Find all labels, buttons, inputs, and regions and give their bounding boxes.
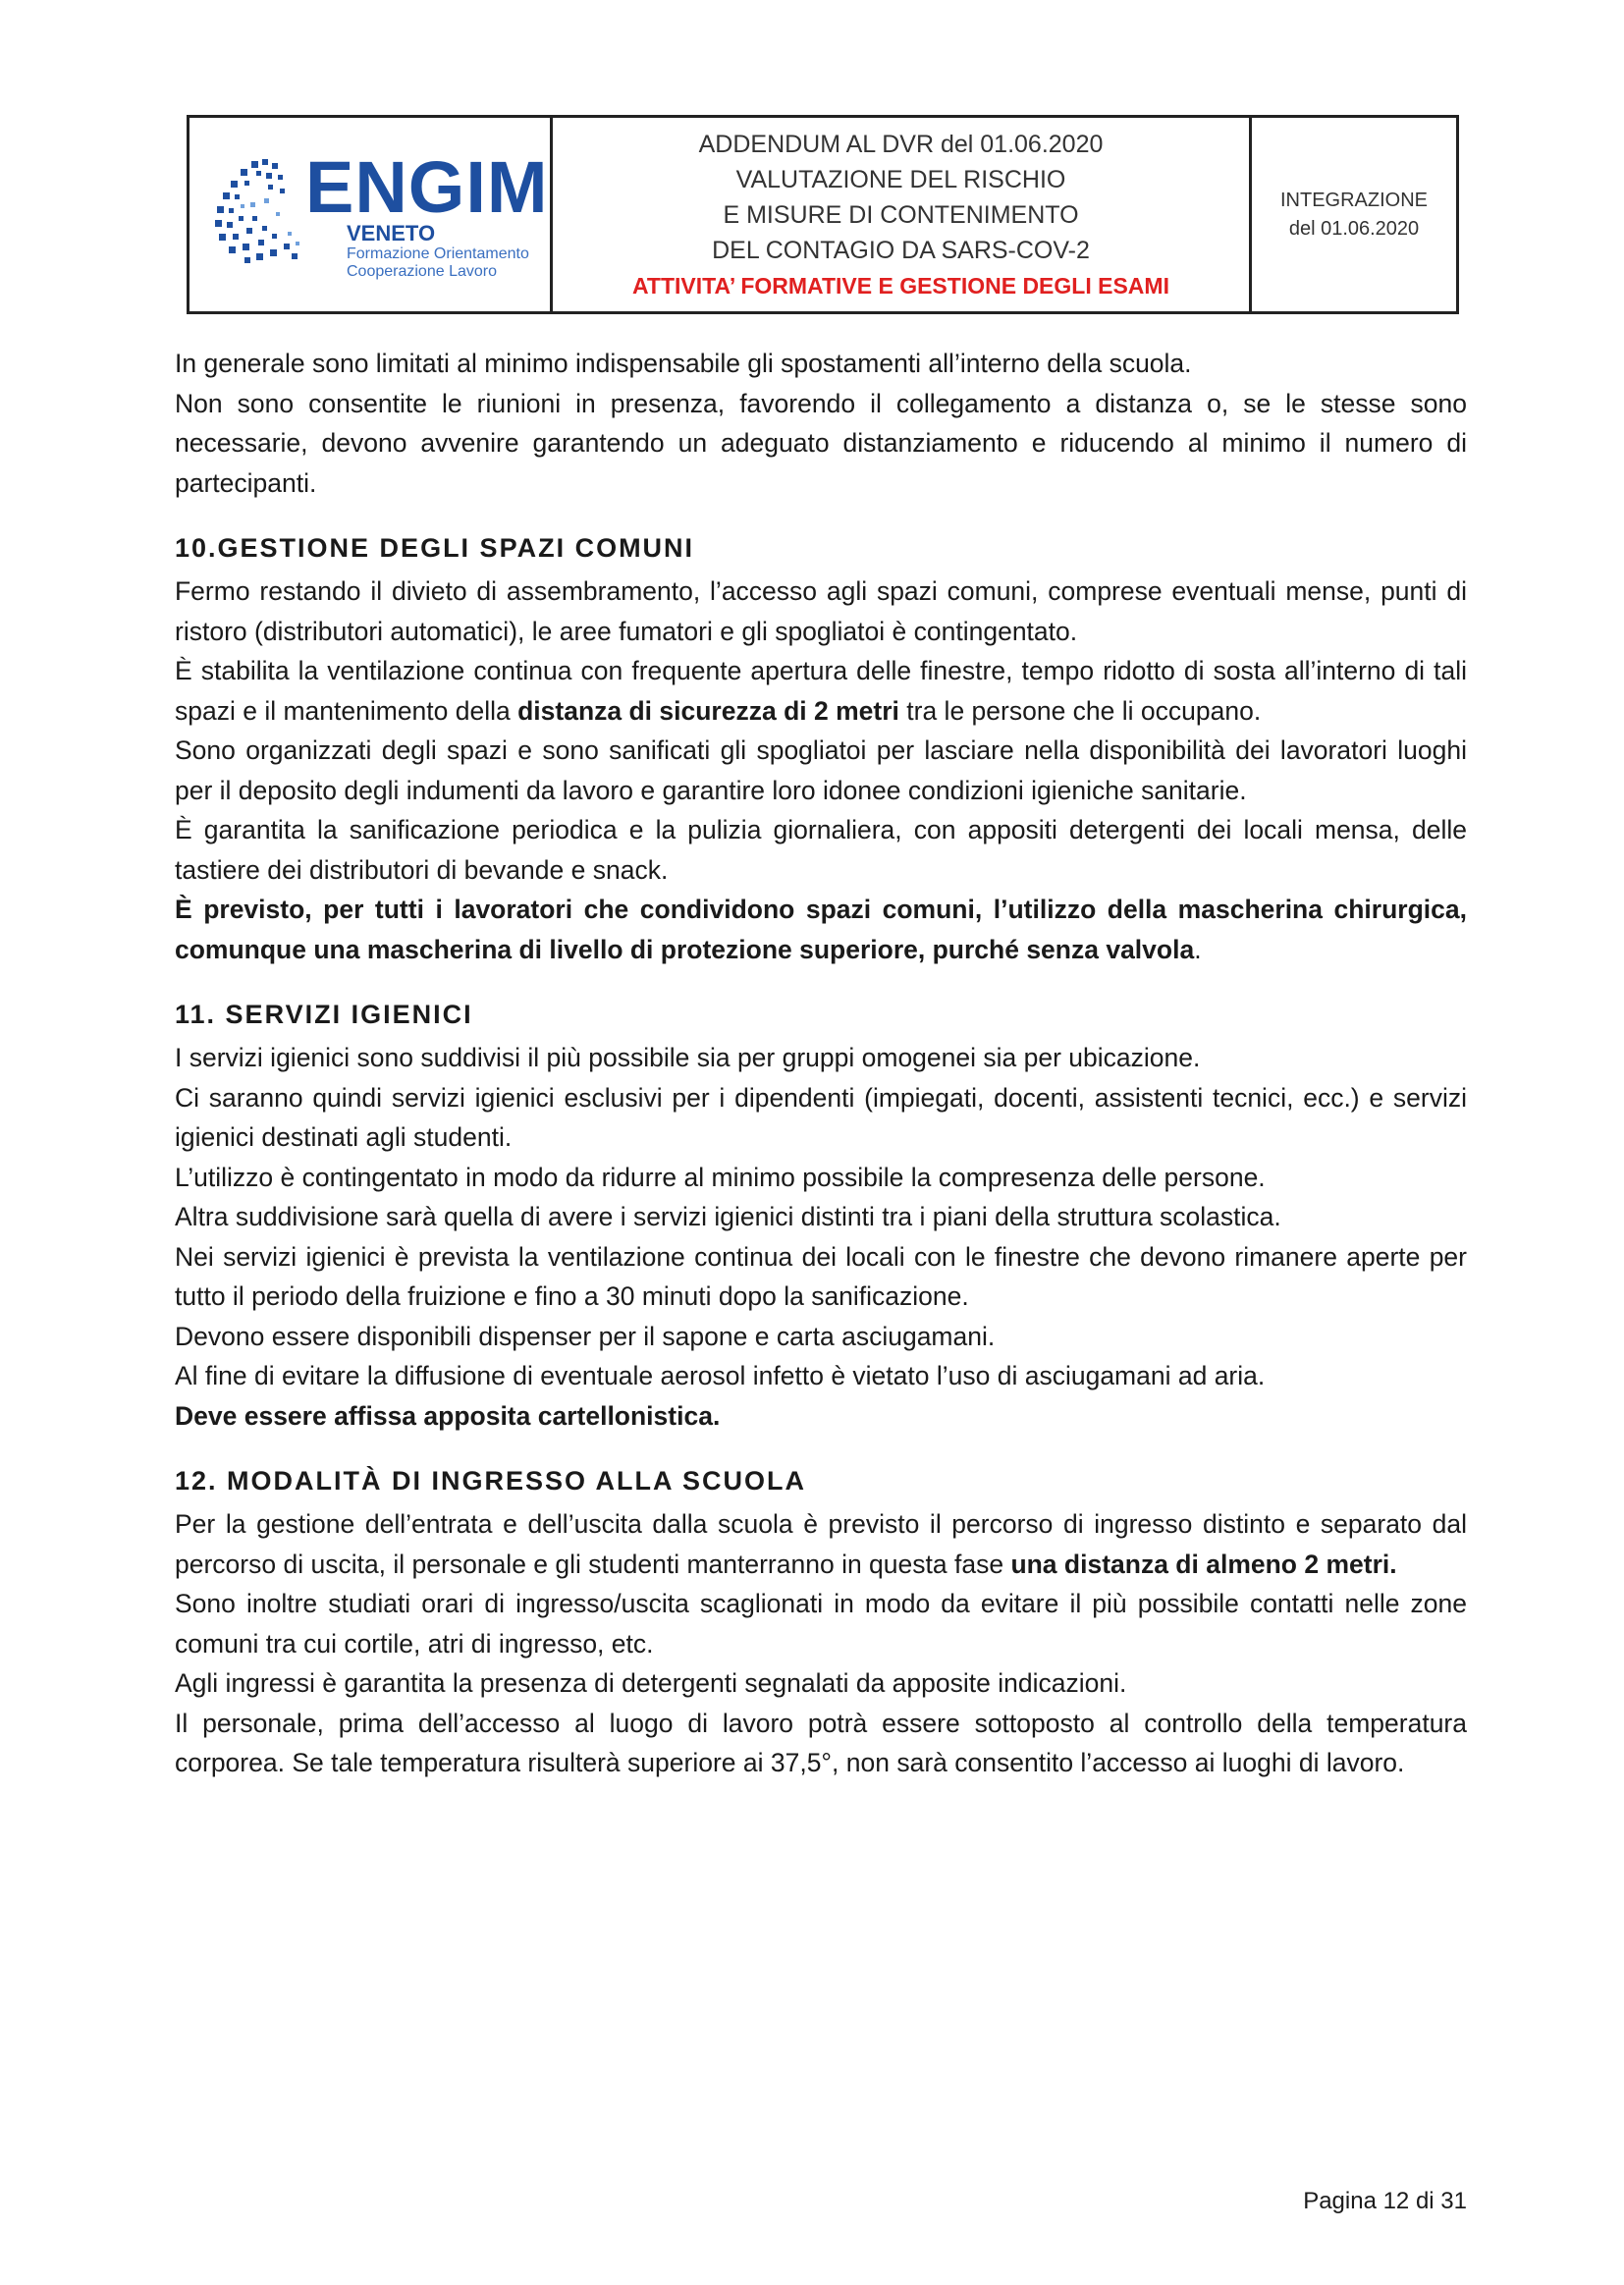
section-11-paragraph: Al fine di evitare la diffusione di eventuale aerosol infetto è vietato l’uso di asciugamani ad aria. xyxy=(175,1361,1266,1390)
integration-label: INTEGRAZIONE xyxy=(1279,189,1428,211)
text-run: tra le persone che li occupano. xyxy=(898,695,1262,726)
section-12-paragraph xyxy=(175,1504,1467,1584)
header-title-cell xyxy=(553,118,1252,311)
text-run: . xyxy=(1194,934,1202,964)
section-11-paragraph: Nei servizi igienici è prevista la ventilazione continua dei locali con le finestre che devono rimanere aperte per tutto il periodo della fruizione e fino a 30 minuti dopo la sanificazione. xyxy=(175,1241,1467,1311)
text-run: È stabilita la ventilazione continua con frequente apertura delle finestre, tempo ridotto di sosta all’interno di tali spazi e il mantenimento della xyxy=(175,656,1467,726)
section-12-paragraph: Agli ingressi è garantita la presenza di detergenti segnalati da apposite indicazioni. xyxy=(175,1668,1127,1698)
section-12-paragraph: Sono inoltre studiati orari di ingresso/uscita scaglionati in modo da evitare il più possibile contatti nelle zone comuni tra cui cortile, atri di ingresso, etc. xyxy=(175,1589,1467,1659)
intro-paragraph: In generale sono limitati al minimo indispensabile gli spostamenti all’interno della scuola. xyxy=(175,349,1192,378)
section-12-paragraph: Il personale, prima dell’accesso al luogo di lavoro potrà essere sottoposto al controllo della temperatura corporea. Se tale temperatura risulterà superiore ai 37,5°, non sarà consentito l’accesso ai luoghi di lavoro. xyxy=(175,1708,1467,1777)
section-10-paragraph: È garantita la sanificazione periodica e la pulizia giornaliera, con appositi detergenti dei locali mensa, delle tastiere dei distributori di bevande e snack. xyxy=(175,815,1467,885)
header-title-line: DEL CONTAGIO DA SARS-COV-2 xyxy=(712,236,1090,264)
header-integration-cell xyxy=(1252,118,1456,311)
section-11-paragraph: Altra suddivisione sarà quella di avere i servizi igienici distinti tra i piani della struttura scolastica. xyxy=(175,1202,1281,1231)
section-11-paragraph: Deve essere affissa apposita cartellonistica. xyxy=(175,1400,721,1431)
logo-subtitle-line2: Cooperazione Lavoro xyxy=(347,263,497,280)
integration-date: del 01.06.2020 xyxy=(1288,217,1420,240)
intro-paragraph: Non sono consentite le riunioni in presenza, favorendo il collegamento a distanza o, se le stesse sono necessarie, devono avvenire garantendo un adeguato distanziamento e riducendo al minimo il numero di partecipanti. xyxy=(175,388,1467,498)
section-10-paragraph: Sono organizzati degli spazi e sono sanificati gli spogliatoi per lasciare nella disponibilità dei lavoratori luoghi per il deposito degli indumenti da lavoro e garantire loro idonee condizioni igieniche sanitarie. xyxy=(175,735,1467,805)
section-heading-12: 12. MODALITÀ DI INGRESSO ALLA SCUOLA xyxy=(175,1466,807,1496)
section-10-paragraph xyxy=(175,651,1467,731)
section-11-paragraph: Devono essere disponibili dispenser per il sapone e carta asciugamani. xyxy=(175,1321,996,1351)
document-header xyxy=(187,115,1459,314)
header-title-line: VALUTAZIONE DEL RISCHIO xyxy=(735,165,1066,193)
text-run: Per la gestione dell’entrata e dell’uscita dalla scuola è previsto il percorso di ingresso distinto e separato dal percorso di uscita, il personale e gli studenti manterranno in questa fase xyxy=(175,1509,1467,1579)
section-11-paragraph: L’utilizzo è contingentato in modo da ridurre al minimo possibile la compresenza delle persone. xyxy=(175,1162,1266,1192)
page-body xyxy=(175,344,1467,1783)
logo-wordmark: ENGIM xyxy=(305,146,549,228)
section-11-paragraph: Ci saranno quindi servizi igienici esclusivi per i dipendenti (impiegati, docenti, assistenti tecnici, ecc.) e servizi igienici destinati agli studenti. xyxy=(175,1082,1467,1152)
page-number: Pagina 12 di 31 xyxy=(1303,2188,1467,2214)
section-11-paragraph: I servizi igienici sono suddivisi il più possibile sia per gruppi omogenei sia per ubicazione. xyxy=(175,1043,1201,1072)
header-title-line: ADDENDUM AL DVR del 01.06.2020 xyxy=(698,130,1104,158)
bold-text-run: una distanza di almeno 2 metri. xyxy=(1010,1549,1397,1579)
section-heading-10: 10.GESTIONE DEGLI SPAZI COMUNI xyxy=(175,533,695,563)
section-10-paragraph xyxy=(175,890,1467,969)
logo-subtitle-veneto: VENETO xyxy=(347,221,436,245)
logo-cell xyxy=(189,118,553,311)
section-heading-11: 11. SERVIZI IGIENICI xyxy=(175,1000,473,1029)
logo-subtitle-line1: Formazione Orientamento xyxy=(347,245,529,262)
header-title-line: E MISURE DI CONTENIMENTO xyxy=(723,200,1079,229)
bold-text-run: È previsto, per tutti i lavoratori che condividono spazi comuni, l’utilizzo della mascherina chirurgica, comunque una mascherina di livello di protezione superiore, purché senza valvola xyxy=(175,895,1467,964)
header-subtitle-red: ATTIVITA’ FORMATIVE E GESTIONE DEGLI ESAMI xyxy=(632,272,1169,299)
bold-text-run: distanza di sicurezza di 2 metri xyxy=(517,695,899,726)
section-10-paragraph: Fermo restando il divieto di assembramento, l’accesso agli spazi comuni, comprese eventuali mense, punti di ristoro (distributori automatici), le aree fumatori e gli spogliatoi è contingentato. xyxy=(175,576,1467,646)
engim-logo-icon xyxy=(207,155,315,263)
